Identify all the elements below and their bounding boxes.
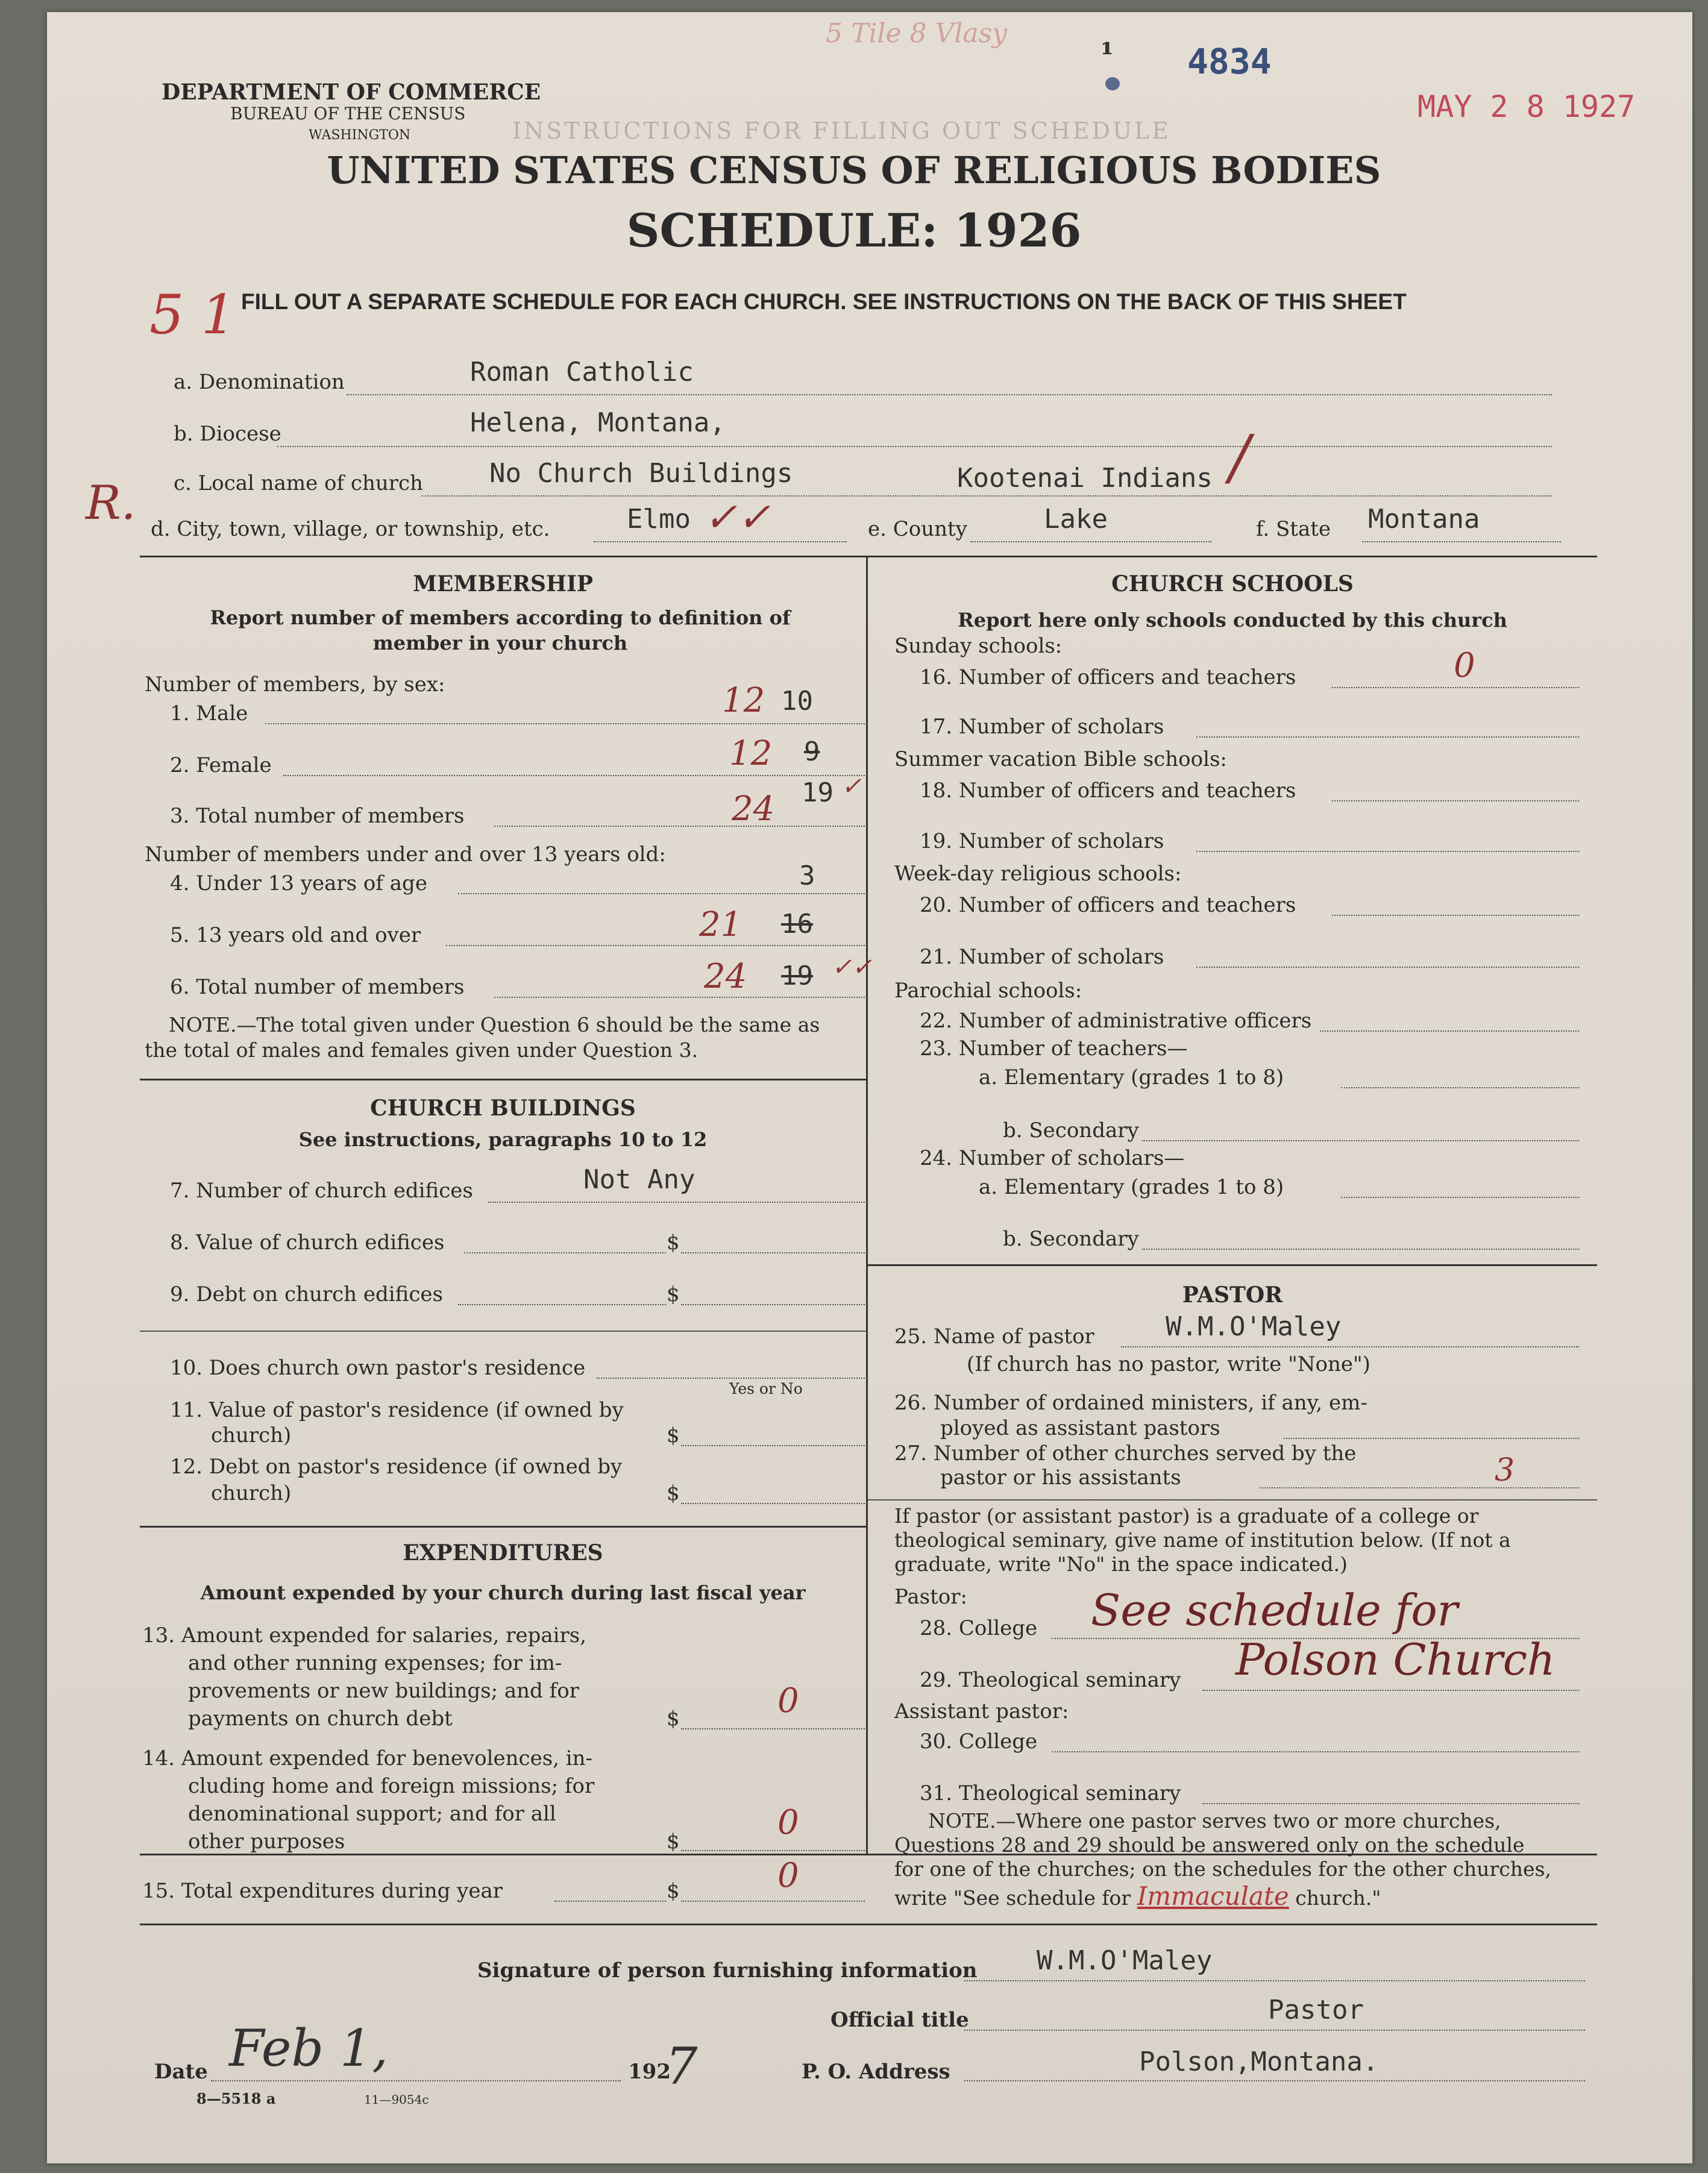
q14-label-d: other purposes: [188, 1830, 345, 1854]
note-line-d: [894, 1881, 1381, 1911]
q26-line[interactable]: [1284, 1438, 1579, 1439]
signature-value[interactable]: W.M.O'Maley: [1037, 1945, 1213, 1976]
membership-intro: Report number of members according to definition of member in your church: [210, 606, 791, 654]
q12-label-b: church): [211, 1481, 292, 1505]
weekday-label: Week-day religious schools:: [894, 862, 1182, 886]
female-new[interactable]: 12: [729, 734, 773, 773]
q26-label-b: ployed as assistant pastors: [940, 1416, 1220, 1440]
q23b-line[interactable]: [1142, 1140, 1579, 1141]
buildings-sub: See instructions, paragraphs 10 to 12: [298, 1128, 708, 1151]
bureau-name: BUREAU OF THE CENSUS: [230, 104, 466, 124]
form-number: 8—5518 a: [196, 2090, 276, 2107]
note-d-suffix: church.": [1295, 1886, 1381, 1910]
membership-title: MEMBERSHIP: [413, 571, 593, 597]
q12-label-a: 12. Debt on pastor's residence (if owned by: [170, 1455, 623, 1479]
buildings-title: CHURCH BUILDINGS: [370, 1096, 636, 1121]
q10-label: 10. Does church own pastor's residence: [170, 1356, 586, 1380]
q17-label: 17. Number of scholars: [920, 715, 1164, 739]
expenditures-title: EXPENDITURES: [403, 1540, 603, 1566]
bleed-through-text: INSTRUCTIONS FOR FILLING OUT SCHEDULE: [512, 118, 1172, 144]
q15-value[interactable]: 0: [777, 1856, 799, 1895]
q13-label-c: provements or new buildings; and for: [188, 1679, 579, 1703]
q27-label-a: 27. Number of other churches served by the: [894, 1441, 1357, 1466]
department-name: DEPARTMENT OF COMMERCE: [162, 80, 541, 105]
section-top-rule: [140, 556, 1597, 557]
note-d-prefix: write "See schedule for: [894, 1886, 1131, 1910]
form-title: UNITED STATES CENSUS OF RELIGIOUS BODIES: [327, 148, 1381, 192]
city-value[interactable]: Elmo: [627, 504, 691, 535]
q9-dots: [458, 1304, 666, 1305]
q14-line: [681, 1850, 865, 1851]
official-title-label: Official title: [830, 2008, 969, 2032]
q14-value[interactable]: 0: [777, 1803, 799, 1842]
po-address-value[interactable]: Polson,Montana.: [1139, 2046, 1379, 2077]
po-address-line: [964, 2080, 1585, 2081]
pastor-sub-label: Pastor:: [894, 1585, 967, 1609]
q23a-label: a. Elementary (grades 1 to 8): [979, 1065, 1284, 1090]
q27-value[interactable]: 3: [1495, 1452, 1515, 1488]
expenditures-sub: Amount expended by your church during last fiscal year: [200, 1581, 806, 1604]
total6-check: ✓✓: [832, 953, 873, 981]
buildings-bottom-rule: [140, 1526, 866, 1528]
received-stamp: MAY 2 8 1927: [1418, 89, 1636, 124]
red-check: /: [1229, 422, 1250, 492]
total-old: 19: [802, 777, 834, 808]
q14-label-b: cluding home and foreign missions; for: [188, 1774, 595, 1798]
q31-line[interactable]: [1202, 1803, 1579, 1804]
year-value[interactable]: 7: [665, 2037, 698, 2096]
sunday-label: Sunday schools:: [894, 634, 1063, 658]
female-label: 2. Female: [170, 753, 272, 777]
column-divider: [866, 556, 868, 1854]
q29-label: 29. Theological seminary: [920, 1668, 1181, 1692]
q27-label-b: pastor or his assistants: [940, 1466, 1181, 1490]
q21-label: 21. Number of scholars: [920, 945, 1164, 969]
q24b-line[interactable]: [1142, 1249, 1579, 1250]
q27-line: [1260, 1487, 1579, 1488]
city-check-marks: ✓✓: [704, 494, 771, 541]
signature-top-rule: [140, 1924, 1597, 1925]
total6-line: [494, 997, 865, 998]
q15-dollar: $: [667, 1879, 680, 1903]
q25-line: [1121, 1346, 1579, 1347]
q31-label: 31. Theological seminary: [920, 1781, 1181, 1805]
signature-label: Signature of person furnishing information: [477, 1958, 978, 1983]
q16-line: [1332, 687, 1579, 688]
female-old: 9: [804, 736, 820, 767]
q9-dollar: $: [667, 1282, 680, 1306]
q24b-label: b. Secondary: [1003, 1227, 1139, 1251]
q7-label: 7. Number of church edifices: [170, 1179, 473, 1203]
q7-value[interactable]: Not Any: [583, 1164, 695, 1195]
local-name-line: [422, 495, 1552, 497]
note-line-b: Questions 28 and 29 should be answered only on the schedule: [894, 1833, 1525, 1857]
q29-line: [1202, 1690, 1579, 1691]
q15-label: 15. Total expenditures during year: [142, 1879, 503, 1903]
official-title-line: [964, 2030, 1585, 2031]
summer-label: Summer vacation Bible schools:: [894, 747, 1227, 771]
total6-new[interactable]: 24: [704, 957, 747, 996]
serial-number: 4834: [1187, 41, 1272, 82]
mark-top: ¹: [1100, 36, 1114, 72]
margin-number: 5 1: [149, 283, 236, 346]
state-label: f. State: [1256, 517, 1331, 541]
q22-line[interactable]: [1320, 1030, 1579, 1032]
q23b-label: b. Secondary: [1003, 1118, 1139, 1143]
q15-line: [681, 1901, 865, 1902]
over13-line: [446, 945, 865, 946]
yes-no-hint: Yes or No: [729, 1380, 803, 1397]
q8-label: 8. Value of church edifices: [170, 1231, 445, 1255]
assistant-sub-label: Assistant pastor:: [894, 1699, 1069, 1723]
local-name-extra[interactable]: Kootenai Indians: [957, 463, 1213, 494]
q26-label-a: 26. Number of ordained ministers, if any, em-: [894, 1391, 1367, 1415]
membership-bottom-rule: [140, 1079, 866, 1080]
q22-label: 22. Number of administrative officers: [920, 1009, 1312, 1033]
q17-line[interactable]: [1196, 736, 1579, 738]
top-handwriting: 5 Tile 8 Vlasy: [826, 18, 1007, 49]
state-line: [1362, 541, 1561, 542]
pastor-mid-rule: [868, 1499, 1597, 1500]
q13-label-d: payments on church debt: [188, 1707, 453, 1731]
q19-label: 19. Number of scholars: [920, 829, 1164, 853]
q16-value[interactable]: 0: [1454, 646, 1475, 685]
q8-line[interactable]: [681, 1252, 865, 1253]
q11-label-a: 11. Value of pastor's residence (if owned by: [170, 1398, 624, 1422]
q18-label: 18. Number of officers and teachers: [920, 779, 1296, 803]
under13-line: [458, 893, 865, 894]
q25-label: 25. Name of pastor: [894, 1325, 1094, 1349]
q15-dots: [554, 1901, 666, 1902]
city-line: [594, 541, 847, 542]
q13-line: [681, 1728, 865, 1729]
q13-label-a: 13. Amount expended for salaries, repairs,: [142, 1623, 587, 1648]
q8-dots: [464, 1252, 666, 1253]
note-line-a: NOTE.—Where one pastor serves two or more churches,: [928, 1809, 1501, 1833]
buildings-mid-rule: [140, 1331, 866, 1332]
age-intro: Number of members under and over 13 years old:: [145, 842, 666, 867]
local-name-value[interactable]: No Church Buildings: [489, 458, 793, 489]
date-line: [211, 2080, 621, 2081]
q19-line[interactable]: [1196, 851, 1579, 852]
graduate-note: If pastor (or assistant pastor) is a graduate of a college or theological seminary, give name of institution below. (If not a graduate, write "No" in the space indicated.): [894, 1504, 1511, 1576]
q20-label: 20. Number of officers and teachers: [920, 893, 1296, 917]
diocese-label: b. Diocese: [174, 422, 281, 446]
county-label: e. County: [868, 517, 967, 541]
q12-line[interactable]: [681, 1503, 865, 1504]
q14-dollar: $: [667, 1830, 680, 1854]
pastor-title: PASTOR: [1182, 1282, 1283, 1308]
county-value[interactable]: Lake: [1044, 504, 1108, 535]
by-sex-label: Number of members, by sex:: [145, 673, 445, 697]
ink-dot: [1105, 77, 1120, 90]
margin-r-mark: R.: [86, 476, 136, 530]
city-label: d. City, town, village, or township, etc.: [151, 517, 550, 541]
q30-label: 30. College: [920, 1729, 1038, 1754]
date-label: Date: [154, 2060, 208, 2084]
q25-value[interactable]: W.M.O'Maley: [1166, 1311, 1342, 1342]
total-line: [494, 826, 865, 827]
q28-label: 28. College: [920, 1616, 1038, 1640]
q12-dollar: $: [667, 1481, 680, 1505]
parochial-label: Parochial schools:: [894, 979, 1082, 1003]
q24a-label: a. Elementary (grades 1 to 8): [979, 1175, 1284, 1199]
over13-label: 5. 13 years old and over: [170, 923, 421, 947]
local-name-label: c. Local name of church: [174, 471, 423, 495]
diocese-line: [277, 446, 1552, 447]
male-line: [265, 723, 865, 724]
q18-line[interactable]: [1332, 800, 1579, 801]
date-value[interactable]: Feb 1,: [229, 2019, 389, 2078]
under13-value[interactable]: 3: [799, 861, 815, 891]
q9-label: 9. Debt on church edifices: [170, 1282, 443, 1306]
signature-line: [964, 1980, 1585, 1981]
q14-label-c: denominational support; and for all: [188, 1802, 556, 1826]
county-line: [970, 541, 1211, 542]
schools-sub: Report here only schools conducted by this church: [958, 609, 1507, 632]
q23-label: 23. Number of teachers—: [920, 1036, 1188, 1061]
over13-new[interactable]: 21: [699, 905, 743, 944]
membership-note: NOTE.—The total given under Question 6 should be the same as the total of males and females given under Question 3.: [145, 1013, 820, 1062]
q13-value[interactable]: 0: [777, 1681, 799, 1720]
print-number: 11—9054c: [364, 2092, 429, 2107]
po-address-label: P. O. Address: [802, 2060, 950, 2084]
q21-line[interactable]: [1196, 967, 1579, 968]
over13-old: 16: [781, 909, 813, 939]
total6-old: 19: [781, 961, 813, 991]
q7-line: [488, 1202, 865, 1203]
male-new[interactable]: 12: [722, 681, 765, 720]
q24-label: 24. Number of scholars—: [920, 1146, 1185, 1170]
schedule-year: SCHEDULE: 1926: [626, 204, 1082, 257]
q11-dollar: $: [667, 1423, 680, 1447]
q25-note: (If church has no pastor, write "None"): [967, 1352, 1370, 1376]
q20-line[interactable]: [1332, 915, 1579, 916]
denomination-line: [347, 394, 1552, 395]
female-line: [283, 775, 865, 776]
diocese-value[interactable]: Helena, Montana,: [470, 407, 726, 438]
bureau-city: WASHINGTON: [309, 128, 411, 143]
total-new[interactable]: 24: [732, 789, 775, 829]
q9-line[interactable]: [681, 1304, 865, 1305]
total-check: ✓: [841, 773, 862, 800]
denomination-label: a. Denomination: [174, 370, 345, 394]
total-label: 3. Total number of members: [170, 804, 465, 828]
q16-label: 16. Number of officers and teachers: [920, 665, 1296, 689]
official-title-value[interactable]: Pastor: [1268, 1995, 1364, 2025]
year-prefix: 192: [628, 2060, 671, 2084]
q30-line[interactable]: [1052, 1751, 1579, 1752]
male-old: 10: [781, 686, 813, 716]
q13-dollar: $: [667, 1707, 680, 1731]
q23a-line[interactable]: [1341, 1087, 1579, 1088]
q8-dollar: $: [667, 1231, 680, 1255]
q10-line[interactable]: [597, 1378, 865, 1379]
q28-value[interactable]: See schedule for: [1091, 1585, 1458, 1635]
total6-label: 6. Total number of members: [170, 975, 465, 999]
q13-label-b: and other running expenses; for im-: [188, 1651, 562, 1675]
under13-label: 4. Under 13 years of age: [170, 871, 427, 895]
instruction-line: FILL OUT A SEPARATE SCHEDULE FOR EACH CHURCH. SEE INSTRUCTIONS ON THE BACK OF THIS SHEET: [241, 289, 1407, 314]
male-label: 1. Male: [170, 701, 248, 726]
denomination-value[interactable]: Roman Catholic: [470, 357, 694, 387]
note-d-value[interactable]: Immaculate: [1137, 1881, 1289, 1911]
q29-value[interactable]: Polson Church: [1235, 1634, 1556, 1685]
schools-bottom-rule: [868, 1264, 1597, 1266]
q11-label-b: church): [211, 1423, 292, 1447]
q14-label-a: 14. Amount expended for benevolences, in-: [142, 1746, 593, 1770]
schools-title: CHURCH SCHOOLS: [1111, 571, 1354, 597]
note-line-c: for one of the churches; on the schedules for the other churches,: [894, 1857, 1551, 1881]
q11-line[interactable]: [681, 1445, 865, 1446]
state-value[interactable]: Montana: [1368, 504, 1480, 535]
q24a-line[interactable]: [1341, 1197, 1579, 1198]
